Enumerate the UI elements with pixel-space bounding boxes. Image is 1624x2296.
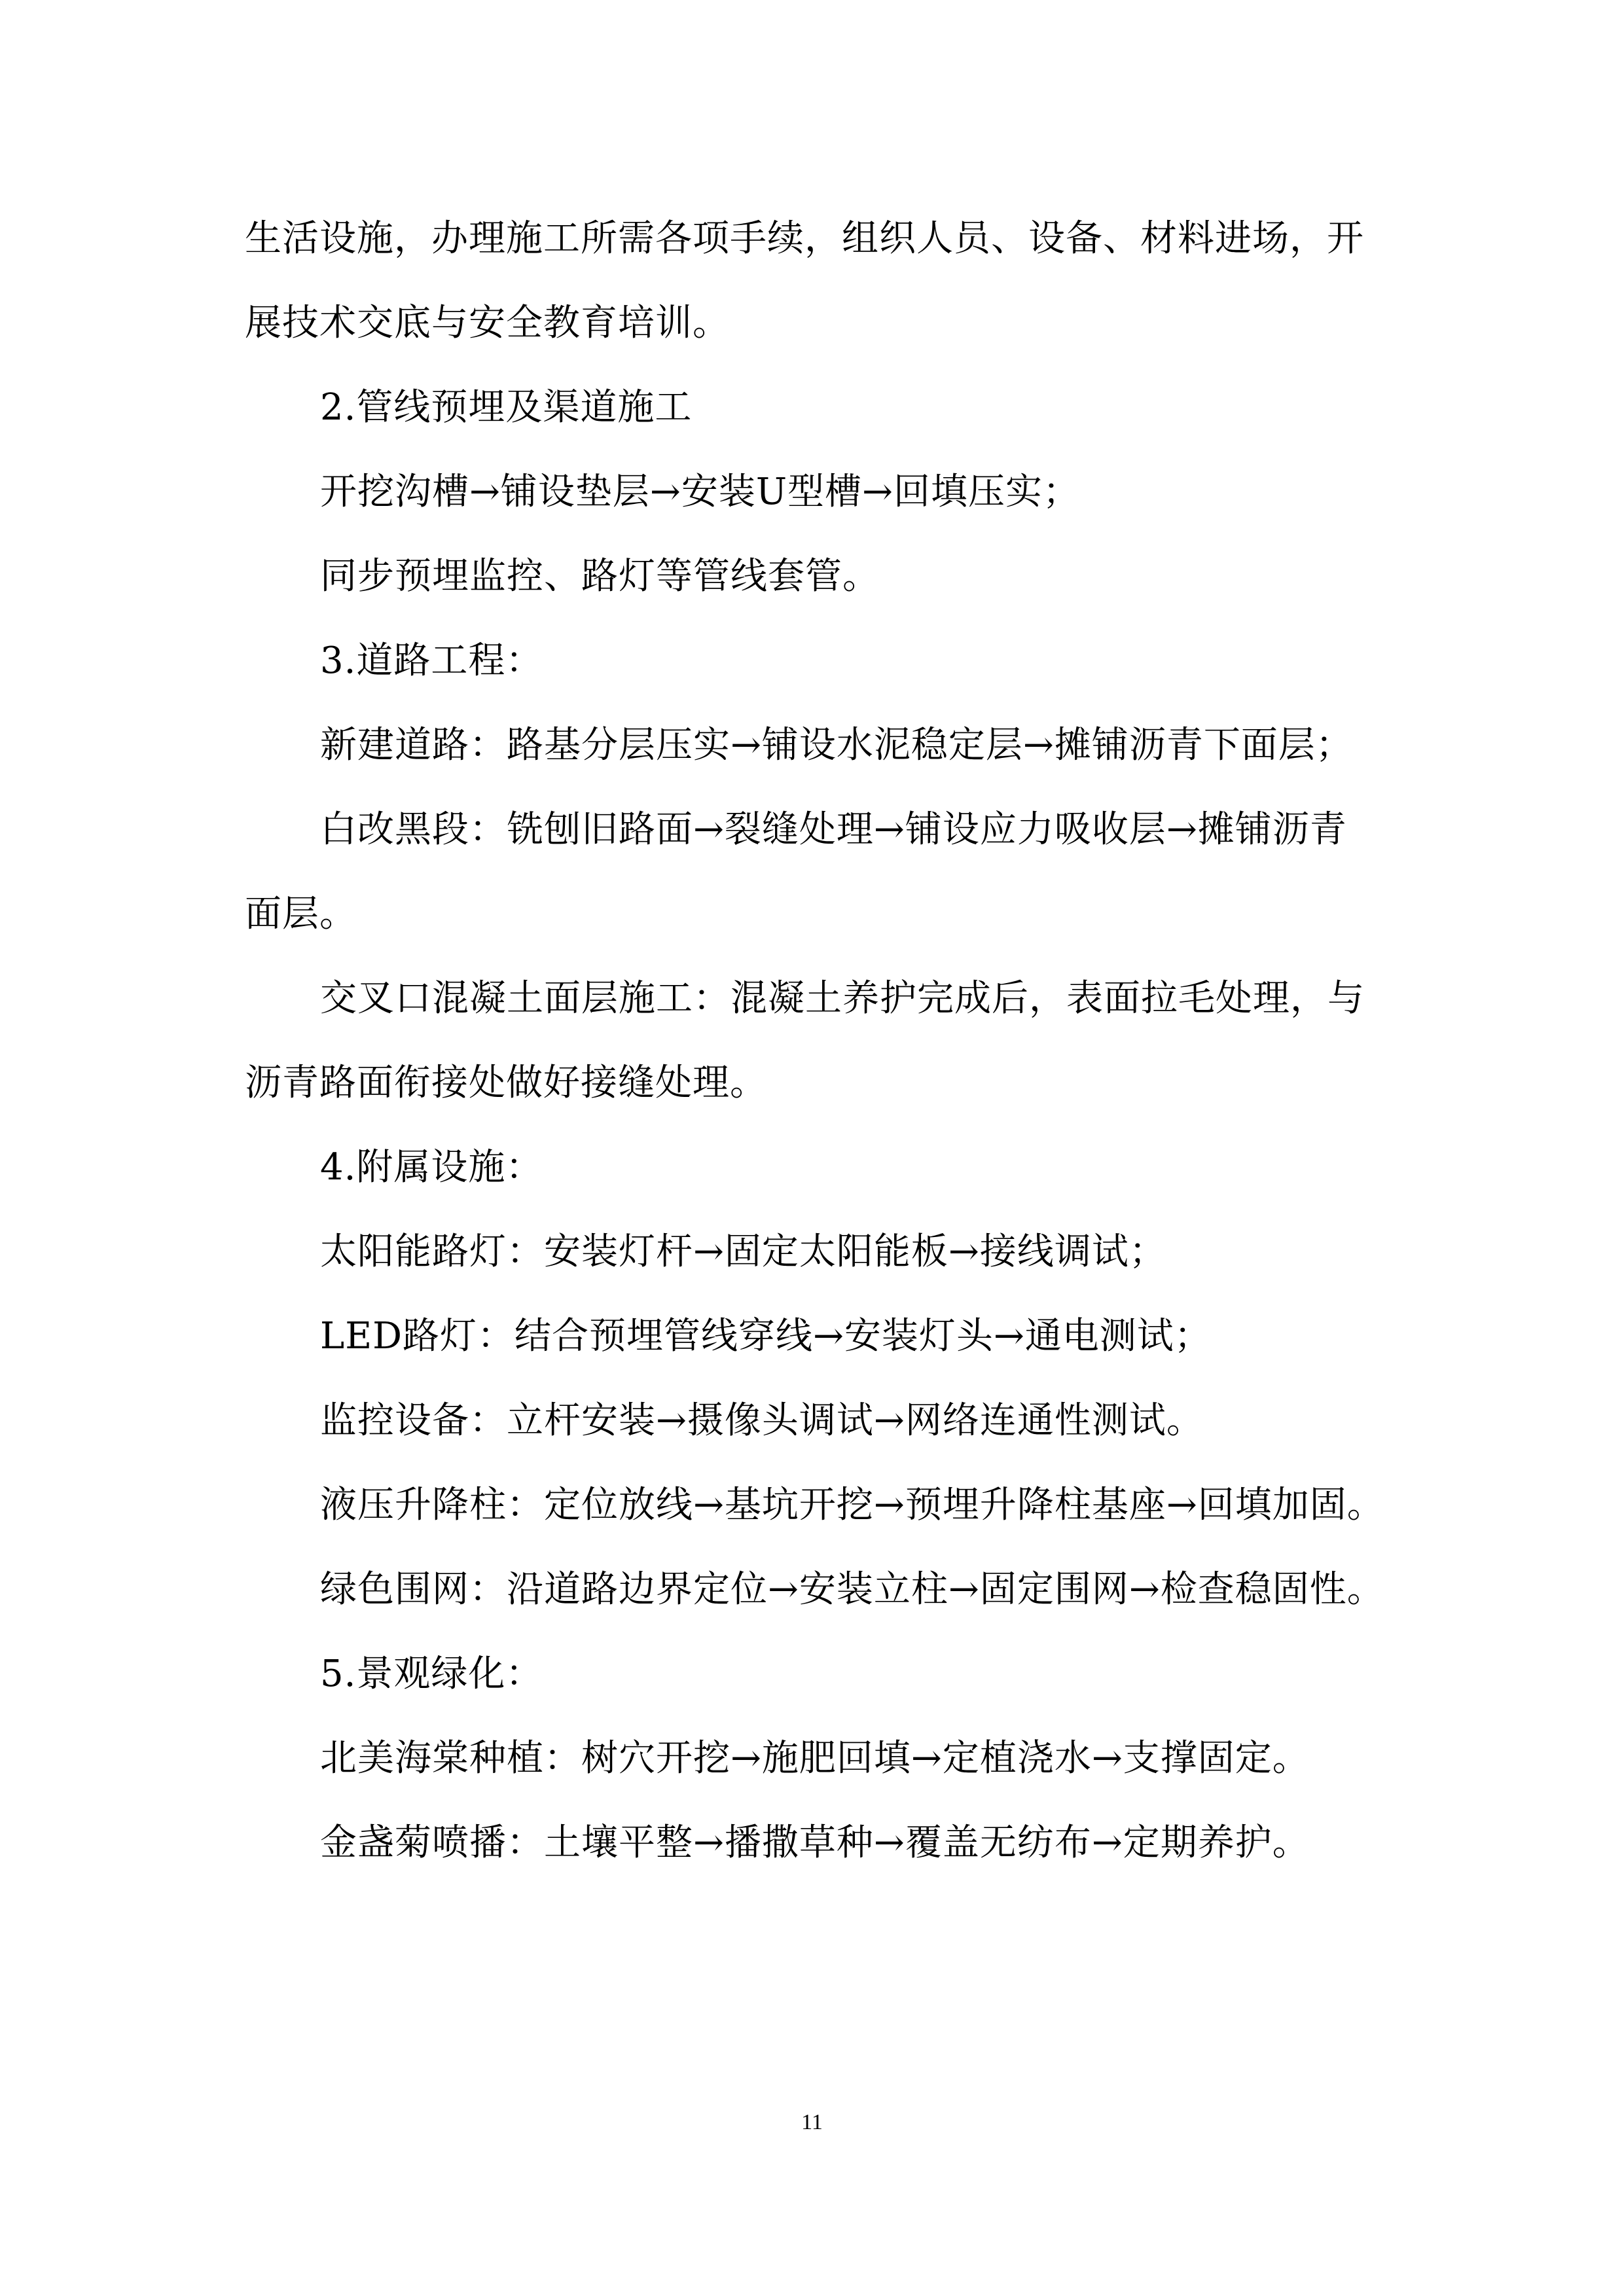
section-heading: 5.景观绿化： bbox=[320, 1653, 543, 1695]
text-line: LED路灯：结合预埋管线穿线→安装灯头→通电测试； bbox=[320, 1315, 1212, 1357]
text-line: 开挖沟槽→铺设垫层→安装U型槽→回填压实； bbox=[320, 471, 1080, 513]
text-line: 生活设施，办理施工所需各项手续，组织人员、设备、材料进场，开 bbox=[245, 217, 1364, 260]
text-line: 北美海棠种植：树穴开挖→施肥回填→定植浇水→支撑固定。 bbox=[320, 1737, 1310, 1780]
text-line: 沥青路面衔接处做好接缝处理。 bbox=[245, 1062, 767, 1104]
text-line: 液压升降柱：定位放线→基坑开挖→预埋升降柱基座→回填加固。 bbox=[320, 1484, 1384, 1526]
text-line: 太阳能路灯：安装灯杆→固定太阳能板→接线调试； bbox=[320, 1230, 1166, 1273]
text-line: 白改黑段：铣刨旧路面→裂缝处理→铺设应力吸收层→摊铺沥青 bbox=[320, 808, 1347, 851]
text-line: 面层。 bbox=[245, 893, 357, 935]
page-number: 11 bbox=[801, 2110, 823, 2134]
section-heading: 4.附属设施： bbox=[320, 1146, 543, 1189]
section-heading: 2.管线预埋及渠道施工 bbox=[320, 386, 693, 429]
text-line: 监控设备：立杆安装→摄像头调试→网络连通性测试。 bbox=[320, 1399, 1204, 1442]
text-line: 新建道路：路基分层压实→铺设水泥稳定层→摊铺沥青下面层； bbox=[320, 724, 1353, 766]
text-line: 展技术交底与安全教育培训。 bbox=[245, 302, 730, 344]
text-line: 金盏菊喷播：土壤平整→播撒草种→覆盖无纺布→定期养护。 bbox=[320, 1821, 1310, 1864]
text-line: 同步预埋监控、路灯等管线套管。 bbox=[320, 555, 880, 598]
text-line: 绿色围网：沿道路边界定位→安装立柱→固定围网→检查稳固性。 bbox=[320, 1568, 1384, 1611]
text-line: 交叉口混凝土面层施工：混凝土养护完成后，表面拉毛处理，与 bbox=[320, 977, 1365, 1020]
section-heading: 3.道路工程： bbox=[320, 639, 543, 682]
